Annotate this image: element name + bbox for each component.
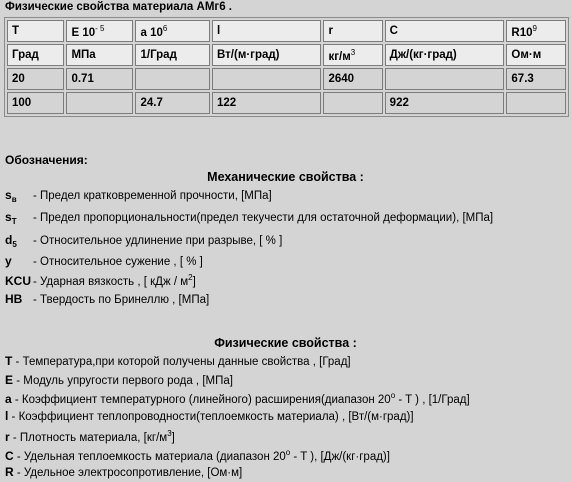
unit-cell: Град	[7, 44, 64, 66]
table-cell: 20	[7, 68, 64, 90]
table-cell	[506, 92, 566, 114]
designations-label: Обозначения:	[5, 153, 88, 167]
unit-cell: 1/Град	[135, 44, 210, 66]
table-units-row	[7, 44, 566, 66]
table-cell: 122	[212, 92, 321, 114]
phys-item-alpha: a - Коэффициент температурного (линейного) расширения(диапазон 20$^o$ - T ) , [1/Град]	[5, 391, 470, 406]
table-cell: 24.7	[135, 92, 210, 114]
phys-item-e: E - Модуль упругости первого рода , [МПа]	[5, 373, 233, 387]
table-row	[7, 92, 566, 114]
phys-item-rho: r - Плотность материала, $[кг/м^3]$	[5, 429, 175, 444]
phys-item-r: R - Удельное электросопротивление, [Ом·м]	[5, 465, 243, 479]
header-cell-e: E $10^{- 5}$	[66, 20, 133, 42]
table-cell	[66, 92, 133, 114]
table-cell	[135, 68, 210, 90]
table-cell	[385, 68, 505, 90]
table-header-row	[7, 20, 566, 42]
mech-item-sigma-t: $s_T$ - Предел пропорциональности(предел текучести для остаточной деформации), [МПа]	[5, 210, 494, 226]
header-cell-a: a $10^6$	[135, 20, 210, 42]
table-cell	[212, 68, 321, 90]
mech-item-kcu: KCU - Ударная вязкость , [ кДж / $м^2$]	[5, 273, 196, 288]
properties-table	[4, 17, 569, 117]
unit-cell: Вт/(м·град)	[212, 44, 321, 66]
mech-item-delta5: $d_5$ - Относительное удлинение при разрыве, [ % ]	[5, 233, 283, 249]
table-cell: 2640	[323, 68, 382, 90]
header-cell-l: l	[212, 20, 321, 42]
table-row	[7, 68, 566, 90]
page-title: Физические свойства материала АМг6 .	[5, 1, 232, 13]
unit-cell: Ом·м	[506, 44, 566, 66]
unit-cell: $кг/м^3$	[323, 44, 382, 66]
table-cell	[323, 92, 382, 114]
table-cell: 0.71	[66, 68, 133, 90]
header-cell-r: r	[323, 20, 382, 42]
table-cell: 100	[7, 92, 64, 114]
mechanical-section-title: Механические свойства :	[207, 170, 364, 184]
mech-item-hb: HB - Твердость по Бринеллю , [МПа]	[5, 292, 210, 306]
header-cell-c: C	[385, 20, 505, 42]
table-cell: 67.3	[506, 68, 566, 90]
table-cell: 922	[385, 92, 505, 114]
unit-cell: Дж/(кг·град)	[385, 44, 505, 66]
phys-item-c: C - Удельная теплоемкость материала (диапазон 20$^o$ - T ), [Дж/(кг·град)]	[5, 448, 390, 463]
phys-item-t: T - Температура,при которой получены данные свойства , [Град]	[5, 354, 351, 368]
header-cell-r10: $R10^9$	[506, 20, 566, 42]
mech-item-psi: y - Относительное сужение , [ % ]	[5, 254, 203, 268]
phys-item-lambda: l - Коэффициент теплопроводности(теплоемкость материала) , [Вт/(м·град)]	[5, 409, 414, 423]
unit-cell: МПа	[66, 44, 133, 66]
header-cell-t: T	[7, 20, 64, 42]
mech-item-sigma-b: $s_в$ - Предел кратковременной прочности, [МПа]	[5, 188, 272, 204]
physical-section-title: Физические свойства :	[214, 336, 357, 350]
